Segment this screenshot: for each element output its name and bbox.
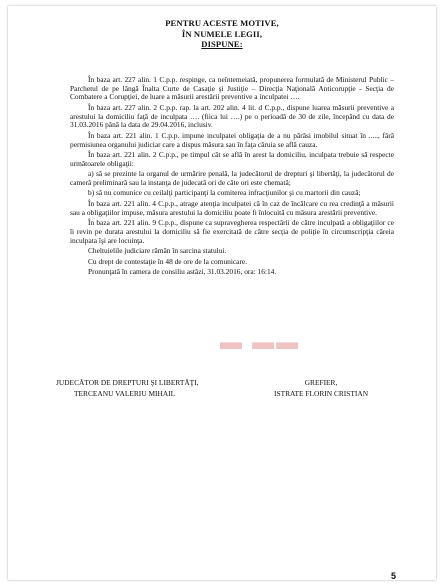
paragraph-1: În baza art. 227 alin. 1 C.p.p. respinge, ca neîntemeiată, propunerea formulată de Ministerul Public – Parchetul de pe lângă Înalta Curte de Casaţie şi Justiţie – Direcţia Naţională Anticorupţie - Secţia de Combatere a Corupţiei, de luare a măsurii arestării preventive a inculpatei …. bbox=[70, 75, 394, 102]
paragraph-8: În baza art. 221 alin. 9 C.p.p., dispune ca supravegherea respectării de către inculpată a obligaţiilor ce îi revin pe durata arestului la domiciliu să fie exercitată de către secţia de poliţie în circumscripţia căreia inculpata îşi are locuinţa. bbox=[70, 218, 394, 245]
page-number: 5 bbox=[390, 571, 396, 581]
clerk-name: ISTRATE FLORIN CRISTIAN bbox=[274, 388, 369, 398]
header-line-1: PENTRU ACESTE MOTIVE, bbox=[165, 18, 279, 28]
clerk-signature-block bbox=[274, 378, 368, 399]
document-header bbox=[8, 18, 436, 50]
paragraph-5: a) să se prezinte la organul de urmărire penală, la judecătorul de drepturi şi libertăţi, la judecătorul de cameră preliminară sau la instanţa de judecată ori de câte ori este chemată; bbox=[70, 169, 394, 187]
paragraph-3: În baza art. 221 alin. 1 C.p.p. impune inculpatei obligaţia de a nu părăsi imobilul situat în ....., fără permisiunea organului judiciar care a dispus măsura sau în faţa căruia se află cauza. bbox=[70, 130, 394, 149]
paragraph-11: Pronunţată în camera de consiliu astăzi, 31.03.2016, ora: 16:14. bbox=[88, 267, 277, 277]
paragraph-6: b) să nu comunice cu ceilalţi participanţi la comiterea infracţiunilor şi cu martorii din cauză; bbox=[88, 188, 361, 198]
paragraph-4: În baza art. 221 alin. 2 C.p.p., pe timpul cât se află în arest la domiciliu, inculpata trebuie să respecte următoarele obligaţii: bbox=[70, 150, 394, 168]
judge-title: JUDECĂTOR DE DREPTURI ŞI LIBERTĂŢI, bbox=[56, 378, 199, 387]
clerk-title: GREFIER, bbox=[304, 378, 338, 387]
paragraph-10: Cu drept de contestaţie în 48 de ore de la comunicare. bbox=[88, 256, 248, 266]
document-body bbox=[70, 76, 394, 279]
document-page bbox=[8, 6, 436, 580]
paragraph-2: În baza art. 227 alin. 2 C.p.p. rap. la art. 202 alin. 4 lit. d C.p.p., dispune luarea măsurii preventive a arestului la domiciliu faţă de inculpata …. (fiica lui ….) pe o perioadă de 30 de zile, începând cu data de 31.03.2016 până la data de 29.04.2016, inclusiv. bbox=[70, 102, 394, 130]
judge-signature-block bbox=[56, 378, 199, 399]
header-line-2: ÎN NUMELE LEGII, bbox=[181, 28, 263, 39]
header-line-3: DISPUNE: bbox=[201, 39, 243, 49]
paragraph-9: Cheltuielile judiciare rămân în sarcina statului. bbox=[88, 246, 227, 256]
watermark-stamp: ▬ ▬▬ bbox=[220, 329, 301, 354]
paragraph-7: În baza art. 221 alin. 4 C.p.p., atrage atenţia inculpatei că în caz de încălcare cu rea credinţă a măsurii sau a obligaţiilor impuse, măsura arestului la domiciliu poate fi înlocuită cu măsura arestării preventive. bbox=[70, 198, 394, 217]
judge-name: TERCEANU VALERIU MIHAIL bbox=[74, 388, 176, 398]
